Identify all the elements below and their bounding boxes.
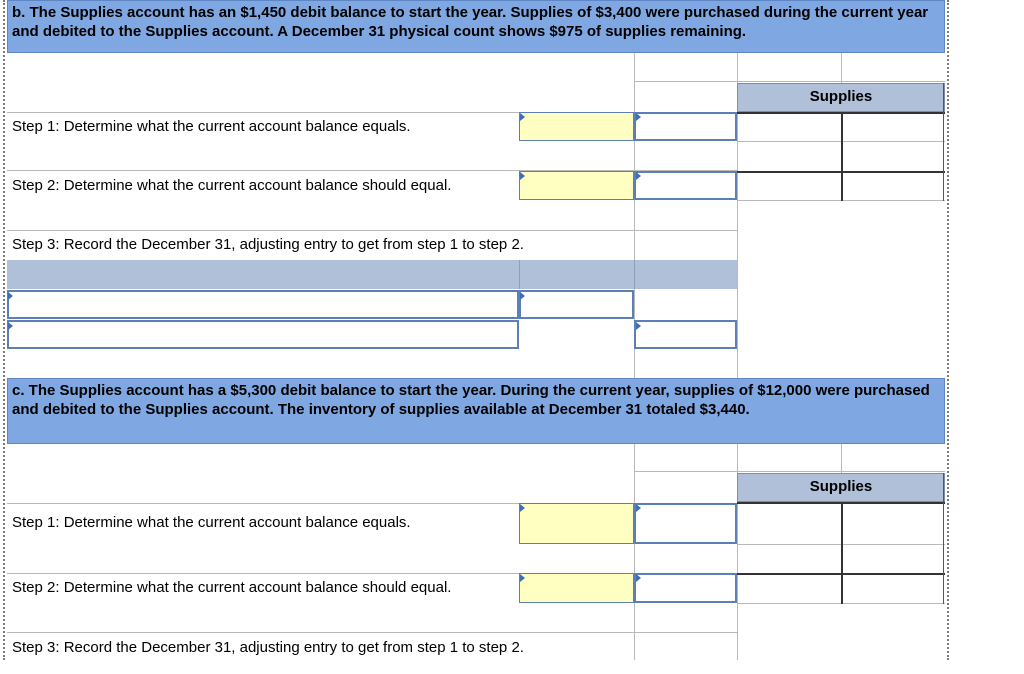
journal-header-divider: [519, 260, 520, 289]
part-b-step-2-amount-input[interactable]: [519, 171, 634, 200]
t-account-rule: [737, 573, 945, 575]
grid-line: [634, 444, 635, 660]
journal-header-b: [7, 260, 737, 289]
part-b-instructions: [7, 0, 945, 53]
part-b-journal-account-1[interactable]: [7, 290, 519, 319]
journal-header-divider: [634, 260, 635, 289]
part-c-step-2-account-input[interactable]: [634, 573, 737, 603]
t-account-stem: [841, 502, 843, 604]
dropdown-arrow-icon: [636, 172, 641, 180]
t-account-right-border: [943, 473, 944, 604]
dropdown-arrow-icon: [520, 113, 525, 121]
part-b-step-1-amount-input[interactable]: [519, 112, 634, 141]
dropdown-arrow-icon: [520, 292, 525, 300]
t-account-header-c: [737, 473, 945, 502]
dropdown-arrow-icon: [8, 322, 13, 330]
part-c-step-1-amount-input[interactable]: [519, 503, 634, 544]
part-b-step-1-account-input[interactable]: [634, 112, 737, 141]
t-account-stem: [841, 112, 843, 201]
dropdown-arrow-icon: [636, 504, 641, 512]
part-b-step-2-label: Step 2: Determine what the current account balance should equal.: [12, 177, 452, 194]
grid-line: [841, 444, 842, 473]
part-c-step-2-label: Step 2: Determine what the current account balance should equal.: [12, 579, 452, 596]
part-b-step-1-label: Step 1: Determine what the current account balance equals.: [12, 118, 411, 135]
grid-line: [841, 53, 842, 83]
t-account-header-b: [737, 83, 945, 112]
dropdown-arrow-icon: [520, 574, 525, 582]
grid-line: [634, 81, 737, 82]
part-b-step-2-account-input[interactable]: [634, 171, 737, 200]
t-account-right-border: [943, 83, 944, 201]
part-b-journal-debit-1[interactable]: [519, 290, 634, 319]
part-b-journal-account-2[interactable]: [7, 320, 519, 349]
t-account-title-c: Supplies: [809, 478, 873, 495]
part-b-journal-credit-2[interactable]: [634, 320, 737, 349]
t-account-rule: [737, 171, 945, 173]
dropdown-arrow-icon: [636, 322, 641, 330]
part-c-instructions-text: c. The Supplies account has a $5,300 debit balance to start the year. During the current year, supplies of $12,000 were purchased and debited to the Supplies account. The inventory of supplies available at December 31 totaled $3,440.: [12, 382, 930, 418]
dropdown-arrow-icon: [520, 172, 525, 180]
part-c-step-1-account-input[interactable]: [634, 503, 737, 544]
part-b-instructions-text: b. The Supplies account has an $1,450 debit balance to start the year. Supplies of $3,400 were purchased during the current year and debited to the Supplies account. A December 31 physical count shows $975 of supplies remaining.: [12, 4, 929, 40]
dropdown-arrow-icon: [520, 504, 525, 512]
grid-line: [7, 632, 737, 633]
part-c-instructions: [7, 378, 945, 444]
t-account-title-b: Supplies: [809, 88, 873, 105]
part-c-step-2-amount-input[interactable]: [519, 573, 634, 603]
part-c-step-3-label: Step 3: Record the December 31, adjusting entry to get from step 1 to step 2.: [12, 639, 524, 656]
grid-line: [634, 471, 737, 472]
dropdown-arrow-icon: [636, 574, 641, 582]
part-c-step-1-label: Step 1: Determine what the current account balance equals.: [12, 514, 411, 531]
part-b-step-3-label: Step 3: Record the December 31, adjusting entry to get from step 1 to step 2.: [12, 236, 524, 253]
dropdown-arrow-icon: [636, 113, 641, 121]
grid-line: [7, 230, 737, 231]
dropdown-arrow-icon: [8, 292, 13, 300]
